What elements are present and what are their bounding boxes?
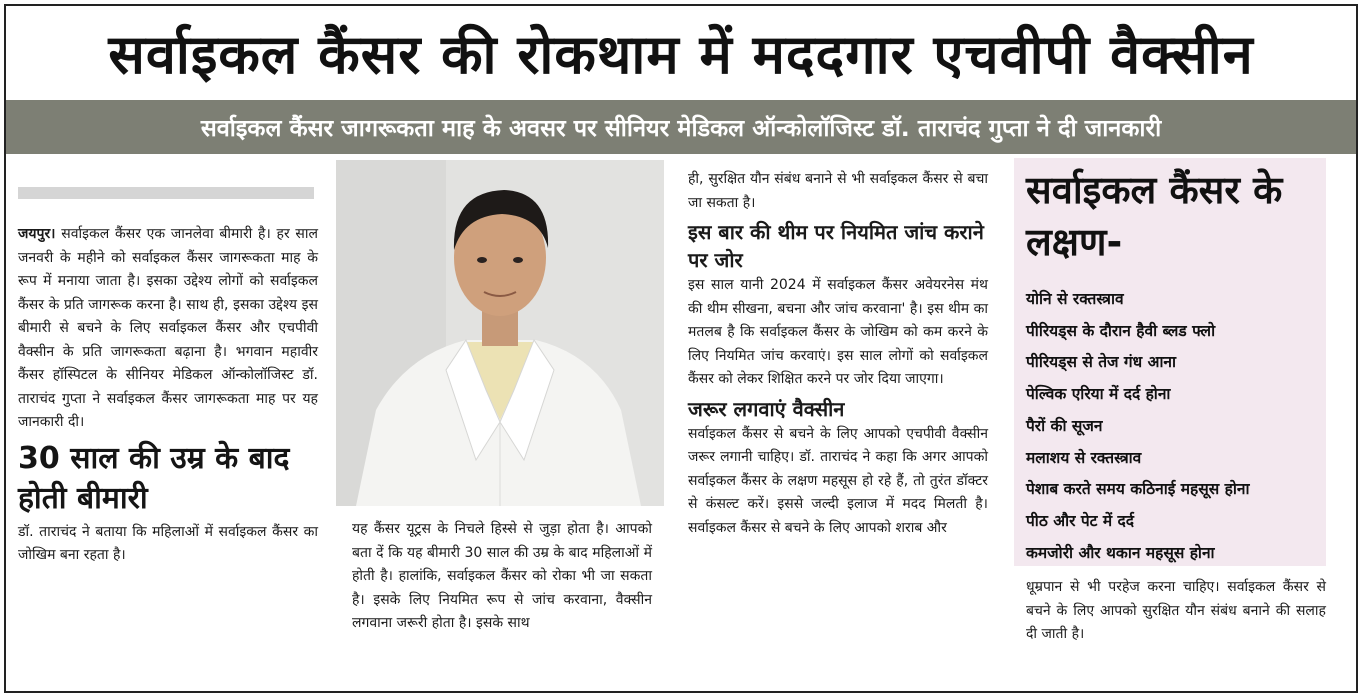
symptom-item: पीरियड्स से तेज गंध आना: [1026, 353, 1177, 372]
section2-paragraph: इस साल यानी 2024 में सर्वाइकल कैंसर अवेयरनेस मंथ की थीम सीखना, बचना और जांच करवाना' है। इस थीम का मतलब है कि सर्वाइकल कैंसर के जोखिम को कम करने के लिए नियमित जांच करवाएं। इस साल लोगों को सर्वाइकल कैंसर को लेकर शिक्षित करने पर जोर दिया जाएगा।: [688, 277, 988, 387]
symptom-item: पैरों की सूजन: [1026, 416, 1103, 435]
symptom-item: कमजोरी और थकान महसूस होना: [1026, 543, 1215, 562]
sidebar-title: सर्वाइकल कैंसर के लक्षण-: [1026, 168, 1283, 264]
symptom-item: योनि से रक्तस्त्राव: [1026, 290, 1124, 308]
symptom-item: पेशाब करते समय कठिनाई महसूस होना: [1026, 480, 1250, 499]
section3-continued-paragraph: धूम्रपान से भी परहेज करना चाहिए। सर्वाइकल कैंसर से बचने के लिए आपको सुरक्षित यौन संबंध बनाने की सलाह दी जाती है।: [1026, 579, 1326, 642]
section-heading-age: 30 साल की उम्र के बाद होती बीमारी: [18, 440, 290, 516]
subheadline: सर्वाइकल कैंसर जागरूकता माह के अवसर पर सीनियर मेडिकल ऑन्कोलॉजिस्ट डॉ. ताराचंद गुप्ता ने दी जानकारी: [6, 100, 1356, 154]
doctor-photo: [336, 160, 664, 506]
column-divider-bar: [18, 187, 314, 199]
section-heading-theme: इस बार की थीम पर नियमित जांच कराने पर जोर: [688, 220, 984, 272]
article-column-2: [352, 518, 652, 636]
symptoms-sidebar: [1014, 158, 1326, 566]
symptom-item: पीरियड्स के दौरान हैवी ब्लड फ्लो: [1026, 321, 1216, 340]
symptom-item: पीठ और पेट में दर्द: [1026, 511, 1134, 530]
section1-paragraph-a: डॉ. ताराचंद ने बताया कि महिलाओं में सर्वाइकल कैंसर का जोखिम बना रहता है।: [18, 523, 318, 563]
section1-paragraph-b: यह कैंसर यूट्रस के निचले हिस्से से जुड़ा होता है। आपको बता दें कि यह बीमारी 30 साल की उम्र के बाद महिलाओं में होती है। हालांकि, सर्वाइकल कैंसर को रोका भी जा सकता है। इसके लिए नियमित रूप से जांच करवाना, वैक्सीन लगवाना जरूरी होता है। इसके साथ: [352, 521, 652, 631]
article-column-4: [1026, 576, 1326, 647]
intro-paragraph: [18, 223, 318, 435]
symptom-item: मलाशय से रक्तस्त्राव: [1026, 448, 1142, 467]
dateline: जयपुर।: [18, 226, 56, 242]
article-column-3: [688, 168, 988, 540]
section3-paragraph: सर्वाइकल कैंसर से बचने के लिए आपको एचपीवी वैक्सीन जरूर लगानी चाहिए। डॉ. ताराचंद ने कहा कि अगर आपको सर्वाइकल कैंसर के लक्षण महसूस हो रहे हैं, तो तुरंत डॉक्टर से कंसल्ट करें। इससे जल्दी इलाज में मदद मिलती है। सर्वाइकल कैंसर से बचने के लिए आपको शराब और: [688, 425, 988, 536]
symptom-item: पेल्विक एरिया में दर्द होना: [1026, 385, 1171, 404]
doctor-portrait-illustration: [336, 160, 664, 506]
intro-text: सर्वाइकल कैंसर एक जानलेवा बीमारी है। हर साल जनवरी के महीने को सर्वाइकल कैंसर जागरूकता माह के रूप में मनाया जाता है। इसका उद्देश्य लोगों को सर्वाइकल कैंसर के प्रति जागरूक करना है। साथ ही, इसका उद्देश्य इस बीमारी से बचने के लिए सर्वाइकल कैंसर और एचपीवी वैक्सीन के प्रति जागरूकता बढ़ाना है। भगवान महावीर कैंसर हॉस्पिटल के सीनियर मेडिकल ऑन्कोलॉजिस्ट डॉ. ताराचंद गुप्ता ने सर्वाइकल कैंसर जागरूकता माह पर यह जानकारी दी।: [18, 226, 319, 430]
article-column-1: [18, 223, 318, 568]
section-heading-vaccine: जरूर लगवाएं वैक्सीन: [688, 396, 845, 421]
col3-intro-paragraph: ही, सुरक्षित यौन संबंध बनाने से भी सर्वाइकल कैंसर से बचा जा सकता है।: [688, 171, 988, 211]
headline: सर्वाइकल कैंसर की रोकथाम में मददगार एचवीपी वैक्सीन: [108, 23, 1254, 86]
symptoms-list: [1026, 284, 1249, 569]
